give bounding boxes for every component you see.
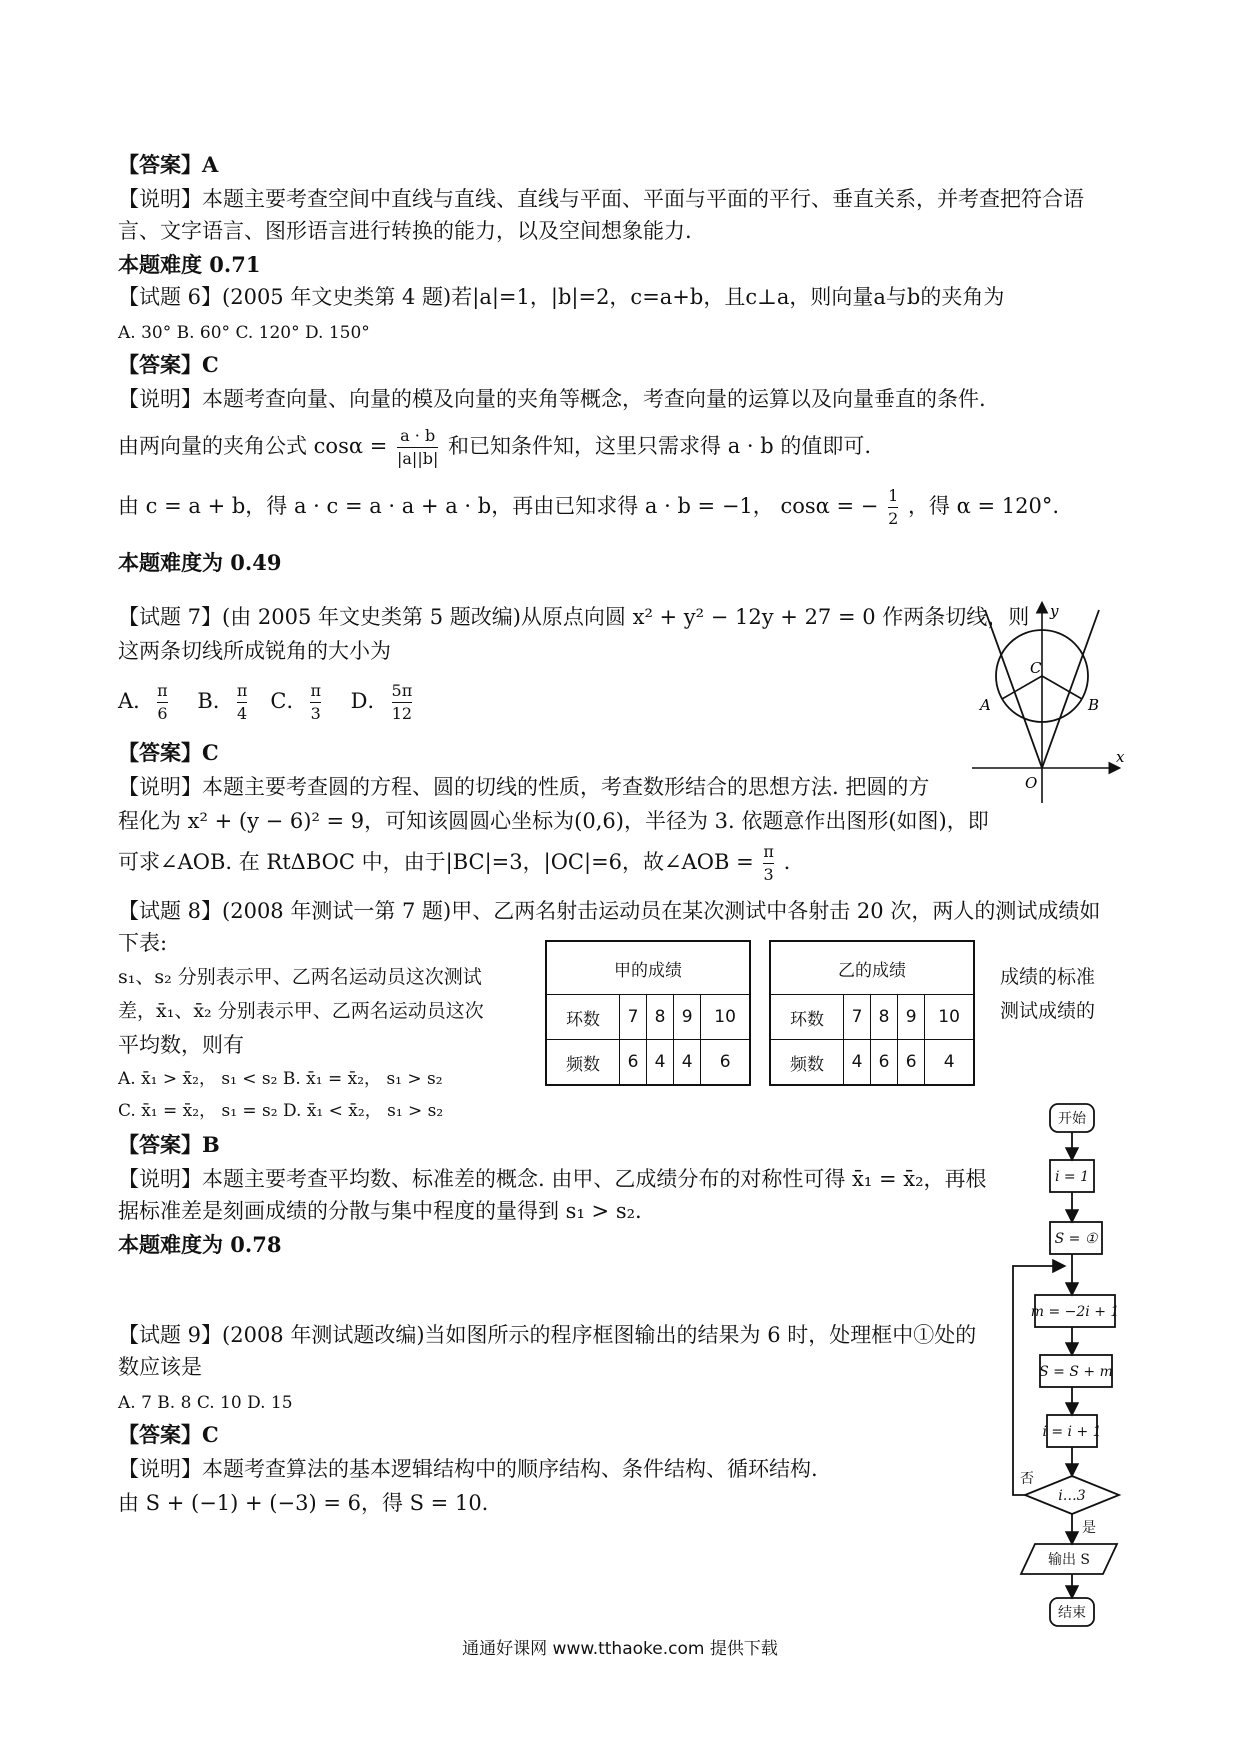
table-row — [546, 1040, 750, 1086]
explanation-6-line2 — [118, 420, 871, 472]
explanation-7-line2: 程化为 x² + (y − 6)² = 9，可知该圆圆心坐标为(0,6)，半径为 3. 依题意作出图形(如图)，即 — [118, 809, 989, 833]
table-cell: 6 — [871, 1040, 898, 1086]
score-table-yi — [769, 940, 975, 1086]
difficulty-8: 本题难度为 0.78 — [118, 1232, 282, 1257]
option-d: D． $\frac{5\pi}{12}$ — [350, 681, 413, 723]
end-label: 结束 — [1058, 1605, 1086, 1621]
label-y: y — [1050, 602, 1059, 620]
table-row — [770, 1040, 974, 1086]
explanation-8-line2: 据标准差是刻画成绩的分散与集中程度的量得到 s₁ > s₂. — [118, 1199, 642, 1223]
explanation-5-line1: 【说明】本题主要考查空间中直线与直线、直线与平面、平面与平面的平行、垂直关系，并考查把符合语 — [118, 187, 1084, 211]
table-cell: 4 — [843, 1040, 870, 1086]
explanation-7-period: . — [783, 850, 791, 874]
cos-denominator: |a||b| — [397, 449, 439, 468]
table-jia-title: 甲的成绩 — [546, 941, 750, 995]
condition-label: i…3 — [1058, 1488, 1086, 1504]
question-8-line1: 【试题 8】(2008 年测试一第 7 题)甲、乙两名射击运动员在某次测试中各射击 20 次，两人的测试成绩如 — [118, 899, 1101, 923]
table-cell: 9 — [898, 995, 925, 1040]
half-fraction — [888, 485, 898, 530]
explanation-7-line3 — [118, 836, 790, 888]
option-a: A． $\frac{\pi}{6}$ — [118, 681, 168, 723]
table-cell: 4 — [925, 1040, 974, 1086]
table-cell: 6 — [898, 1040, 925, 1086]
explanation-5-line2: 言、文字语言、图形语言进行转换的能力，以及空间想象能力. — [118, 219, 692, 243]
question-7-line1: 【试题 7】(由 2005 年文史类第 5 题改编)从原点向圆 x² + y² − 12y + 27 = 0 作两条切线，则 — [118, 605, 1030, 629]
radius-ca — [1002, 676, 1042, 699]
table-cell: 环数 — [546, 995, 619, 1040]
table-cell: 8 — [871, 995, 898, 1040]
difficulty-5: 本题难度 0.71 — [118, 252, 261, 277]
answer-6: 【答案】C — [118, 352, 219, 377]
question-8-line2: 下表: — [118, 931, 168, 955]
label-b: B — [1088, 696, 1100, 714]
label-x: x — [1116, 748, 1125, 766]
question-8-options-ab: A. x̄₁ > x̄₂， s₁ < s₂ B. x̄₁ = x̄₂， s₁ > s₂ — [118, 1069, 443, 1089]
angle-fraction: $\frac{\pi}{3}$ — [763, 842, 774, 884]
question-8-options-cd: C. x̄₁ = x̄₂， s₁ = s₂ D. x̄₁ < x̄₂， s₁ > s₂ — [118, 1101, 444, 1121]
question-6-options: A. 30° B. 60° C. 120° D. 150° — [118, 323, 370, 343]
question-8-right1: 成绩的标准 — [1000, 966, 1096, 988]
init-s-label: S = ① — [1054, 1231, 1098, 1247]
score-table-jia — [545, 940, 751, 1086]
explanation-9-line2: 由 S + (−1) + (−3) = 6，得 S = 10. — [118, 1491, 489, 1515]
table-cell: 7 — [619, 995, 646, 1040]
table-cell: 6 — [619, 1040, 646, 1086]
explanation-7-line1: 【说明】本题主要考查圆的方程、圆的切线的性质，考查数形结合的思想方法. 把圆的方 — [118, 775, 930, 799]
m-label: m = −2i + 1 — [1030, 1304, 1120, 1320]
program-flowchart — [1005, 1100, 1165, 1630]
table-row — [546, 995, 750, 1040]
table-cell: 6 — [701, 1040, 750, 1086]
question-8-line5: 平均数，则有 — [118, 1033, 244, 1057]
question-6: 【试题 6】(2005 年文史类第 4 题)若|a|=1，|b|=2，c=a+b，且c⊥a，则向量a与b的夹角为 — [118, 285, 1005, 309]
table-cell: 4 — [647, 1040, 674, 1086]
explanation-9-line1: 【说明】本题考查算法的基本逻辑结构中的顺序结构、条件结构、循环结构. — [118, 1457, 818, 1481]
question-8-line4: 差，x̄₁、x̄₂ 分别表示甲、乙两名运动员这次 — [118, 1000, 484, 1022]
answer-7: 【答案】C — [118, 740, 219, 765]
option-b: B． $\frac{\pi}{4}$ — [197, 681, 248, 723]
label-o: O — [1025, 774, 1038, 792]
derivation-prefix: 由 c = a + b，得 a · c = a · a + a · b，再由已知求得 a · b = −1， cosα = − — [118, 494, 879, 518]
table-cell: 频数 — [770, 1040, 843, 1086]
tangent-left — [985, 610, 1042, 768]
no-label: 否 — [1020, 1471, 1034, 1487]
question-9-line2: 数应该是 — [118, 1355, 202, 1379]
explanation-8-line1: 【说明】本题主要考查平均数、标准差的概念. 由甲、乙成绩分布的对称性可得 x̄₁ = x̄₂，再根 — [118, 1167, 987, 1191]
cos-fraction — [397, 425, 438, 470]
start-label: 开始 — [1058, 1111, 1086, 1127]
question-9-options: A. 7 B. 8 C. 10 D. 15 — [118, 1393, 293, 1413]
explanation-7-line3-text: 可求∠AOB. 在 RtΔBOC 中，由于|BC|=3，|OC|=6，故∠AOB = — [118, 850, 754, 874]
label-a: A — [980, 696, 991, 714]
difficulty-6: 本题难度为 0.49 — [118, 550, 282, 575]
explanation-6-line1: 【说明】本题考查向量、向量的模及向量的夹角等概念，考查向量的运算以及向量垂直的条件. — [118, 387, 986, 411]
question-9-line1: 【试题 9】(2008 年测试题改编)当如图所示的程序框图输出的结果为 6 时，处理框中①处的 — [118, 1323, 977, 1347]
tangent-right — [1042, 610, 1099, 768]
page-footer: 通通好课网 www.tthaoke.com 提供下载 — [462, 1639, 778, 1659]
formula-prefix: 由两向量的夹角公式 cosα = — [118, 434, 388, 458]
i-update-label: i = i + 1 — [1042, 1424, 1102, 1440]
circle-tangent-figure — [970, 598, 1130, 810]
table-row — [770, 995, 974, 1040]
answer-5: 【答案】A — [118, 152, 219, 177]
table-cell: 9 — [674, 995, 701, 1040]
question-8-line3: s₁、s₂ 分别表示甲、乙两名运动员这次测试 — [118, 966, 482, 988]
option-c: C． $\frac{\pi}{3}$ — [270, 681, 321, 723]
table-yi-title: 乙的成绩 — [770, 941, 974, 995]
table-cell: 10 — [925, 995, 974, 1040]
s-update-label: S = S + m — [1039, 1364, 1113, 1380]
half-denominator: 2 — [888, 509, 899, 528]
radius-cb — [1042, 676, 1082, 699]
question-8-right2: 测试成绩的 — [1000, 1000, 1096, 1022]
table-cell: 环数 — [770, 995, 843, 1040]
table-cell: 7 — [843, 995, 870, 1040]
cos-numerator: a · b — [397, 425, 438, 448]
loop-back-arrow — [1013, 1266, 1063, 1495]
label-c: C — [1030, 659, 1042, 677]
init-i-label: i = 1 — [1054, 1169, 1090, 1185]
answer-9: 【答案】C — [118, 1422, 219, 1447]
explanation-6-line3 — [118, 480, 1059, 532]
question-7-options — [118, 676, 415, 726]
table-cell: 10 — [701, 995, 750, 1040]
formula-suffix: 和已知条件知，这里只需求得 a · b 的值即可. — [448, 434, 872, 458]
table-cell: 频数 — [546, 1040, 619, 1086]
yes-label: 是 — [1082, 1520, 1096, 1536]
table-cell: 4 — [674, 1040, 701, 1086]
answer-8: 【答案】B — [118, 1132, 220, 1157]
question-7-line2: 这两条切线所成锐角的大小为 — [118, 639, 391, 663]
table-cell: 8 — [647, 995, 674, 1040]
output-label: 输出 S — [1047, 1552, 1091, 1568]
half-numerator: 1 — [888, 485, 898, 508]
derivation-suffix: ，得 α = 120°. — [907, 494, 1059, 518]
